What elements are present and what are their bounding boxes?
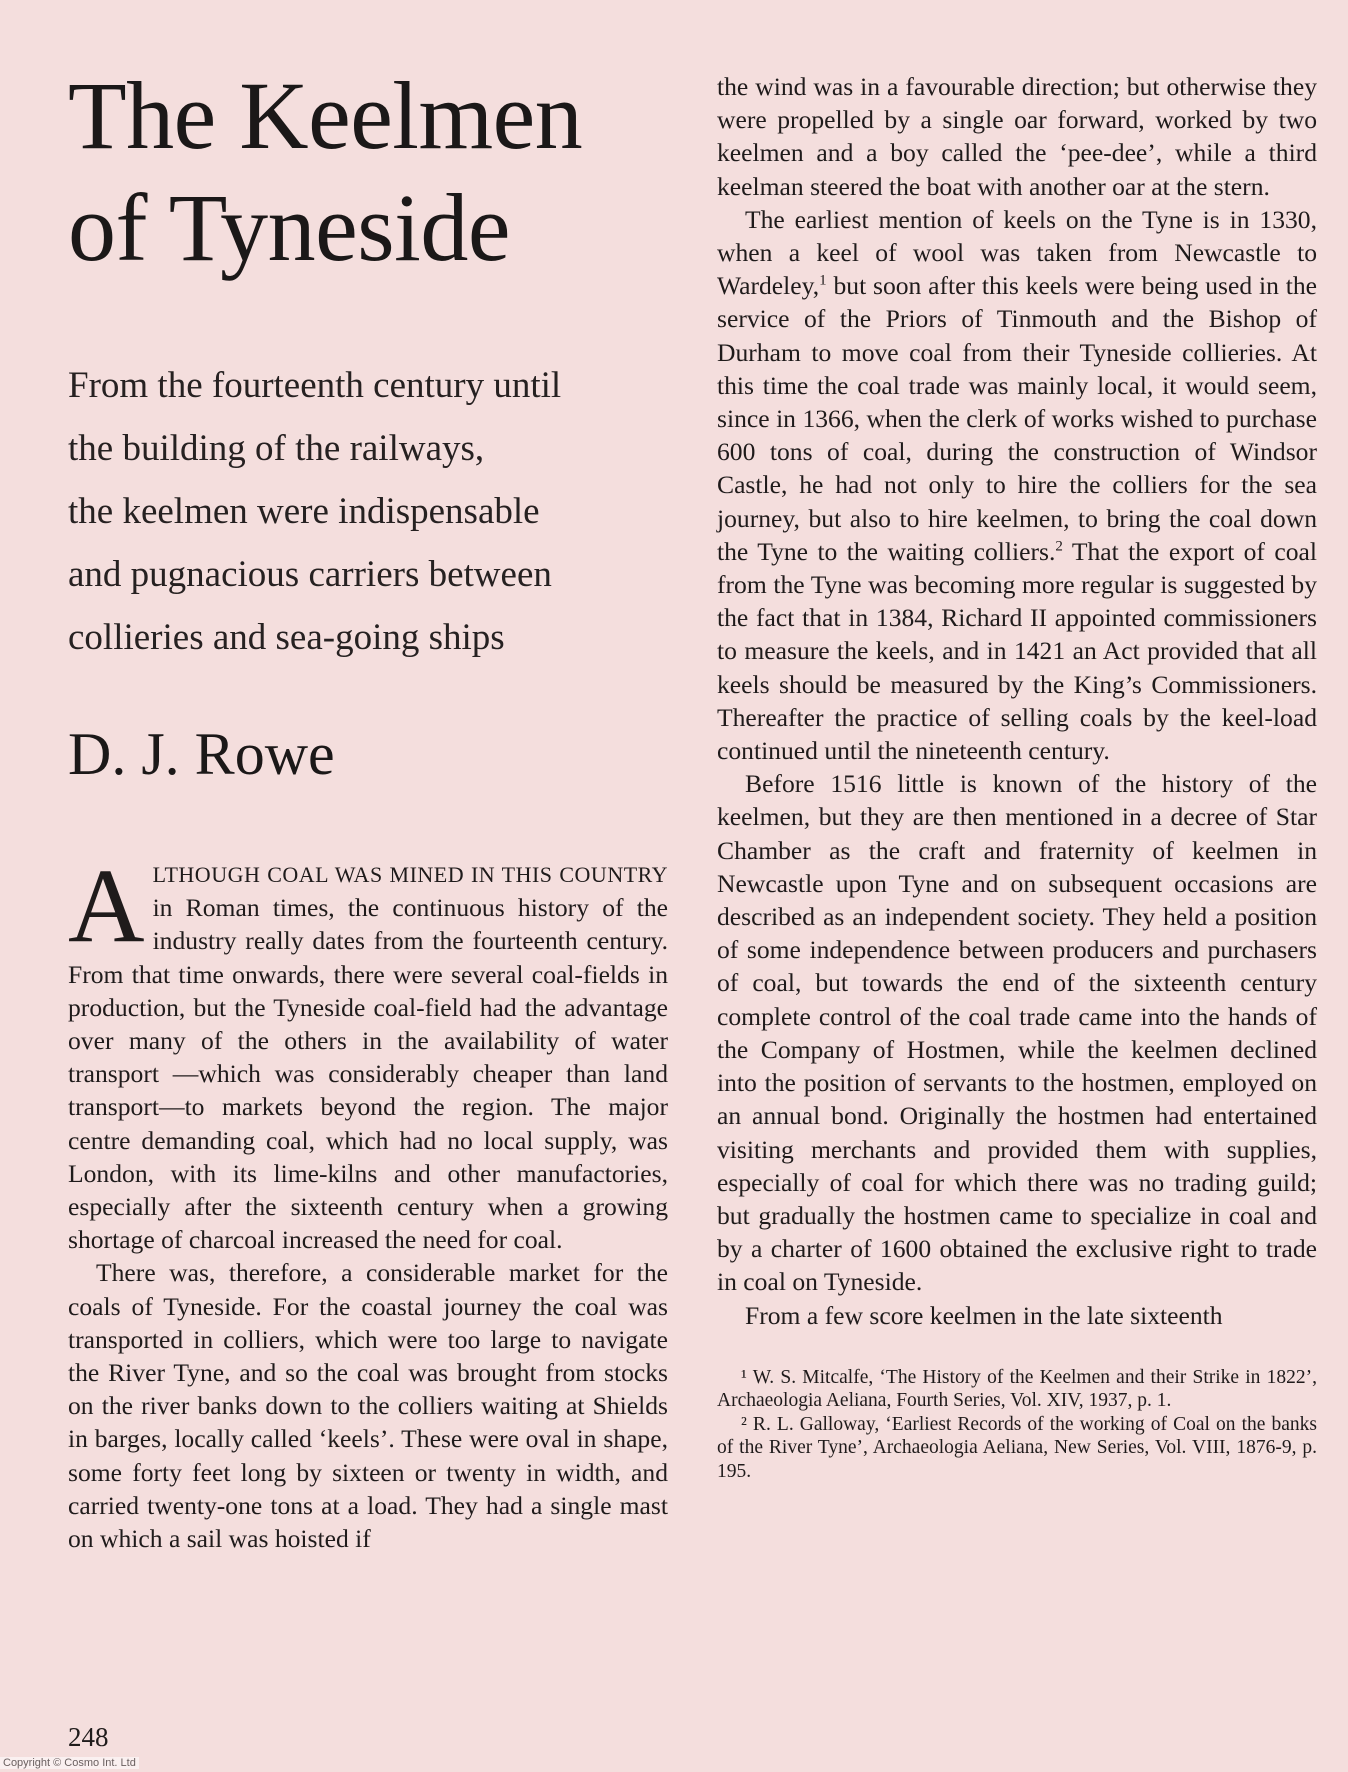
footnote-1: ¹ W. S. Mitcalfe, ‘The History of the Keelmen and their Strike in 1822’, Archaeologia Aeliana, Fourth Series, Vol. XIV, 1937, p. 1. [717, 1366, 1317, 1412]
standfirst-line: the keelmen were indispensable [68, 491, 540, 532]
paragraph-text: The earliest mention of keels on the Tyne is in 1330, when a keel of wool was taken from Newcastle to Wardeley, [717, 204, 1317, 301]
footnotes [717, 1366, 1317, 1484]
page-number: 248 [68, 1722, 109, 1752]
standfirst-line: collieries and sea-going ships [68, 617, 505, 658]
body-paragraph: There was, therefore, a considerable market for the coals of Tyneside. For the coastal journey the coal was transported in colliers, which were too large to navigate the River Tyne, and so the coal was brought from stocks on the river banks down to the colliers waiting at Shields in barges, locally called ‘keels’. These were oval in shape, some forty feet long by sixteen or twenty in width, and carried twenty-one tons at a load. They had a single mast on which a sail was hoisted if [68, 1258, 668, 1554]
title-line-1: The Keelmen [68, 62, 583, 169]
body-paragraph [717, 203, 1317, 767]
right-column [717, 70, 1317, 1483]
standfirst-line: From the fourteenth century until [68, 365, 562, 406]
author-byline: D. J. Rowe [68, 721, 335, 787]
left-body-text [68, 847, 668, 1555]
standfirst-line: and pugnacious carriers between [68, 554, 552, 595]
body-paragraph: Before 1516 little is known of the history of the keelmen, but they are then mentioned in a decree of Star Chamber as the craft and fraternity of keelmen in Newcastle upon Tyne and on subsequent occasions are described as an independent society. They held a position of some independence between producers and purchasers of coal, but towards the end of the sixteenth century complete control of the coal trade came into the hands of the Company of Hostmen, while the keelmen declined into the position of servants to the hostmen, employed on an annual bond. Originally the hostmen had entertained visiting merchants and provided them with supplies, especially of coal for which there was no trading guild; but gradually the hostmen came to specialize in coal and by a charter of 1600 obtained the exclusive right to trade in coal on Tyneside. [717, 769, 1317, 1297]
standfirst [68, 354, 668, 669]
footnote-2: ² R. L. Galloway, ‘Earliest Records of the working of Coal on the banks of the River Tyne’, Archaeologia Aeliana, New Series, Vol. VIII, 1876-9, p. 195. [717, 1413, 1317, 1482]
standfirst-line: the building of the railways, [68, 428, 485, 469]
right-body-text [717, 70, 1317, 1332]
left-column [68, 60, 668, 1555]
article-title [68, 60, 668, 284]
lead-in-small-caps: LTHOUGH COAL WAS MINED IN THIS COUNTRY [152, 862, 668, 887]
title-line-2: of Tyneside [68, 174, 510, 281]
paragraph-text: That the export of coal from the Tyne was becoming more regular is suggested by the fact that in 1384, Richard II appointed commissioners to measure the keels, and in 1421 an Act provided that all keels should be measured by the King’s Commissioners. Thereafter the practice of selling coals by the keel-load continued until the nineteenth century. [717, 536, 1317, 766]
paragraph-text: in Roman times, the continuous history of the industry really dates from the fourteenth century. From that time onwards, there were several coal-fields in production, but the Tyneside coal-field had the advantage over many of the others in the availability of water transport —which was considerably cheaper than land transport—to markets beyond the region. The major centre demanding coal, which had no local supply, was London, with its lime-kilns and other manufactories, especially after the sixteenth century when a growing shortage of charcoal increased the need for coal. [68, 893, 668, 1255]
drop-cap: A [68, 847, 145, 964]
body-paragraph: the wind was in a favourable direction; but otherwise they were propelled by a single oar forward, worked by two keelmen and a boy called the ‘pee-dee’, while a third keelman steered the boat with another oar at the stern. [717, 72, 1317, 201]
body-paragraph: From a few score keelmen in the late sixteenth [745, 1300, 1223, 1330]
footnote-ref-1: 1 [819, 272, 827, 289]
paragraph-text: but soon after this keels were being used in the service of the Priors of Tinmouth and the Bishop of Durham to move coal from their Tyneside collieries. At this time the coal trade was mainly local, it would seem, since in 1366, when the clerk of works wished to purchase 600 tons of coal, during the construction of Windsor Castle, he had not only to hire the colliers for the sea journey, but also to hire keelmen, to bring the coal down the Tyne to the waiting colliers. [717, 271, 1317, 566]
footnote-ref-2: 2 [1055, 538, 1063, 555]
body-paragraph [68, 847, 668, 1256]
copyright-watermark: Copyright © Cosmo Int. Ltd [0, 1757, 139, 1769]
